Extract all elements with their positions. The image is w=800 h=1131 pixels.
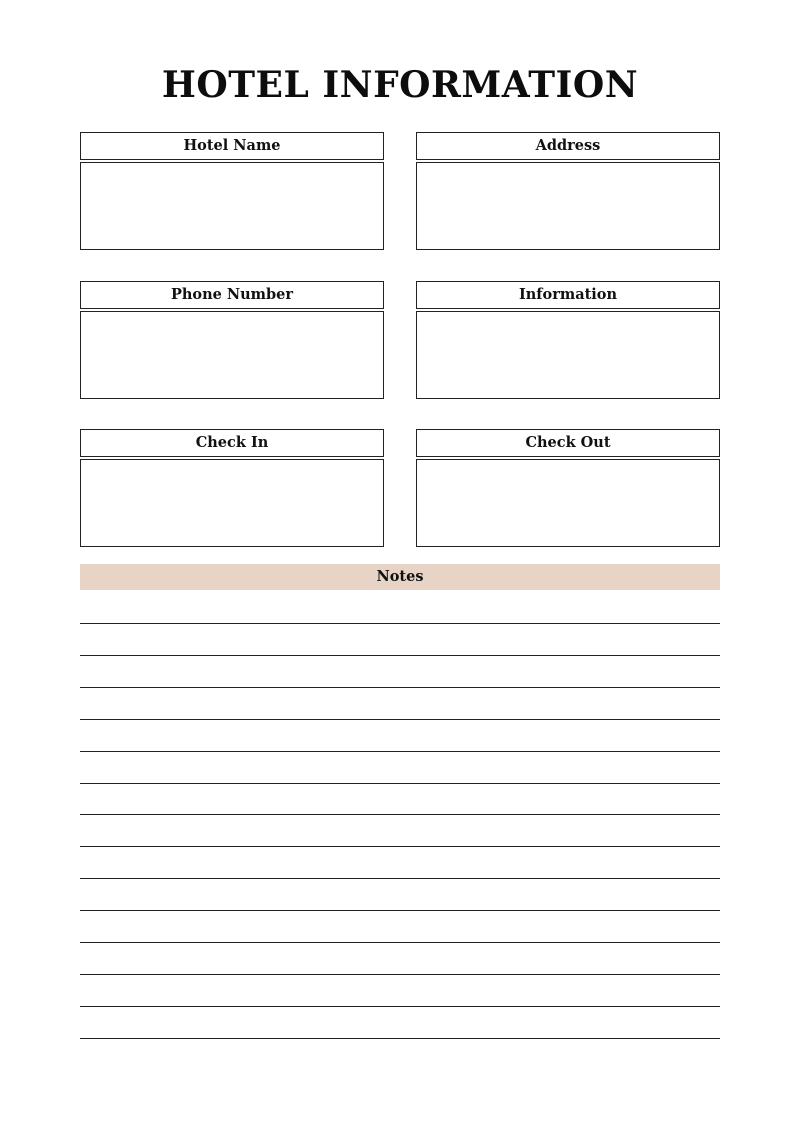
note-line[interactable] — [80, 655, 720, 656]
notes-header: Notes — [80, 564, 720, 590]
information-label: Information — [416, 281, 720, 309]
check-in-label: Check In — [80, 429, 384, 457]
information-field — [416, 281, 720, 399]
note-line[interactable] — [80, 687, 720, 688]
hotel-name-input[interactable] — [80, 162, 384, 250]
note-line[interactable] — [80, 814, 720, 815]
note-line[interactable] — [80, 878, 720, 879]
note-line[interactable] — [80, 719, 720, 720]
note-line[interactable] — [80, 1038, 720, 1039]
check-out-input[interactable] — [416, 459, 720, 547]
note-line[interactable] — [80, 846, 720, 847]
note-line[interactable] — [80, 942, 720, 943]
check-in-field — [80, 429, 384, 547]
check-in-input[interactable] — [80, 459, 384, 547]
check-out-field — [416, 429, 720, 547]
check-out-label: Check Out — [416, 429, 720, 457]
page-title: HOTEL INFORMATION — [161, 64, 639, 106]
phone-number-field — [80, 281, 384, 399]
address-field — [416, 132, 720, 250]
note-line[interactable] — [80, 910, 720, 911]
address-label: Address — [416, 132, 720, 160]
note-line[interactable] — [80, 751, 720, 752]
phone-number-label: Phone Number — [80, 281, 384, 309]
hotel-name-label: Hotel Name — [80, 132, 384, 160]
note-line[interactable] — [80, 623, 720, 624]
note-line[interactable] — [80, 783, 720, 784]
note-line[interactable] — [80, 974, 720, 975]
information-input[interactable] — [416, 311, 720, 399]
address-input[interactable] — [416, 162, 720, 250]
hotel-name-field — [80, 132, 384, 250]
note-line[interactable] — [80, 1006, 720, 1007]
phone-number-input[interactable] — [80, 311, 384, 399]
